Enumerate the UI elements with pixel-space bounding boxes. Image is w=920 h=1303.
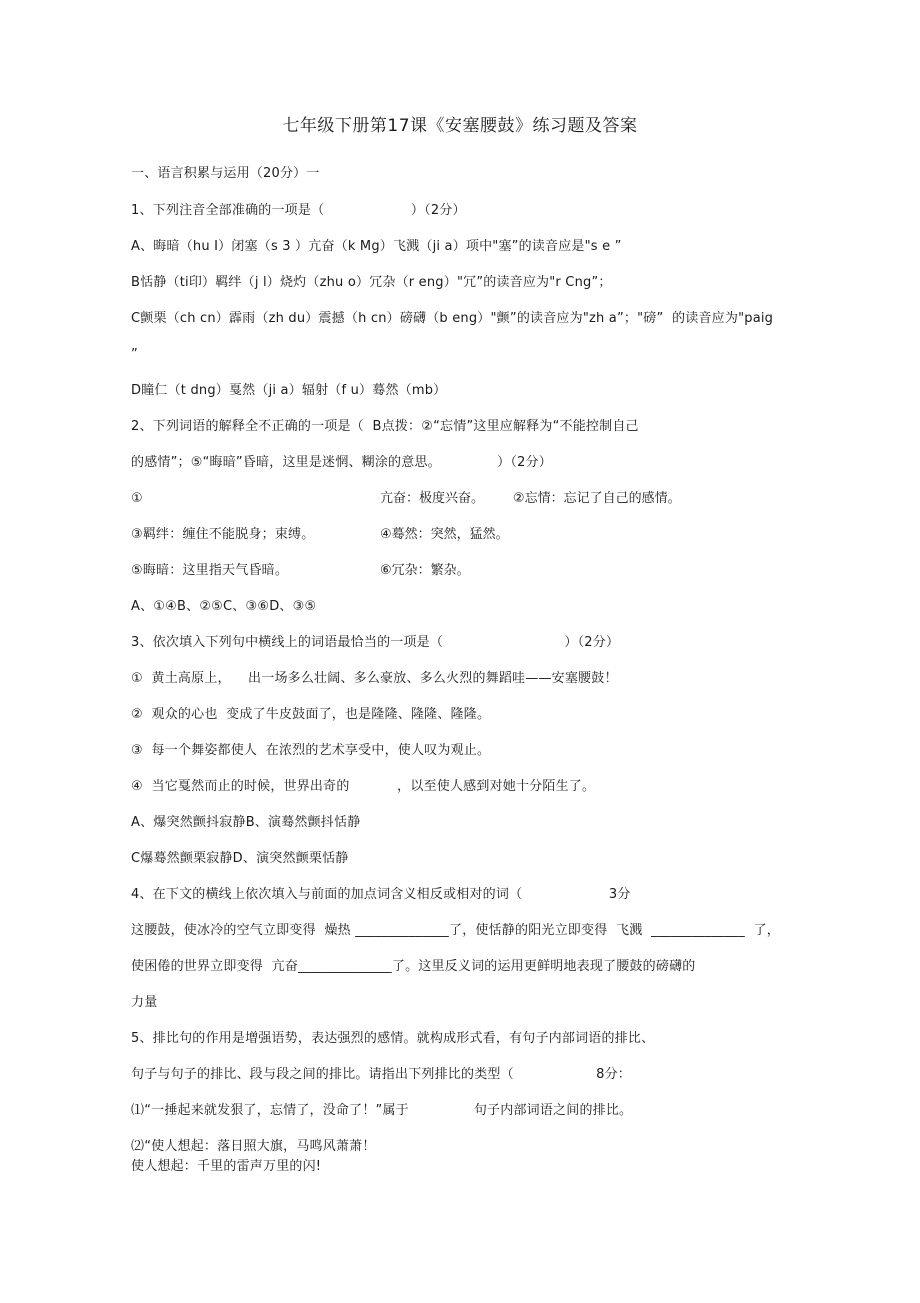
question-1-stem: 1、下列注音全部准确的一项是（ ）（2分） [131,203,466,218]
question-1-option-c-cont: ” [131,347,138,362]
question-3-options-cd: C爆蓦然颤栗寂静D、演突然颤栗恬静 [131,851,349,866]
question-5-part-1: ⑴“一捶起来就发狠了，忘情了，没命了！”属于 句子内部词语之间的排比。 [131,1103,633,1118]
question-1-option-d: D瞳仁（t dng）戛然（ji a）辐射（f u）蓦然（mb） [131,383,447,398]
question-1-option-c: C颤栗（ch cn）霹雨（zh du）震撼（h cn）磅礴（b eng）"颤”的读音应为"zh a”；"磅” 的读音应为"paig [131,311,774,326]
question-2-items-1-2: 亢奋：极度兴奋。 ②忘情：忘记了自己的感情。 [380,491,681,506]
question-5-part-2a: ⑵“使人想起：落日照大旗，马鸣风萧萧！ [131,1139,376,1154]
question-4-line-3: 力量 [131,995,158,1010]
question-3-stem: 3、依次填入下列句中横线上的词语最恰当的一项是（ ）（2分） [131,635,620,650]
question-1-option-b: B恬静（ti印）羁绊（j l）烧灼（zhu o）冗杂（r eng）"冗”的读音应为"r Cng”； [131,275,612,290]
question-4-stem: 4、在下文的横线上依次填入与前面的加点词含义相反或相对的词（ 3分 [131,887,631,902]
question-4-line-2: 使困倦的世界立即变得 亢奋______________了。这里反义词的运用更鲜明地表现了腰鼓的磅礴的 [131,959,696,974]
question-5-line-1: 5、排比句的作用是增强语势，表达强烈的感情。就构成形式看，有句子内部词语的排比、 [131,1031,655,1046]
section-heading: 一、语言积累与运用（20分）一 [131,166,320,181]
question-3-options-ab: A、爆突然颤抖寂静B、演蓦然颤抖恬静 [131,815,361,830]
question-2-stem-cont: 的感情”；⑤“晦暗”昏暗，这里是迷惘、糊涂的意思。 ）（2分） [131,455,552,470]
question-3-sentence-4: ④ 当它戛然而止的时候，世界出奇的 ，以至使人感到对她十分陌生了。 [131,779,596,794]
question-3-sentence-1: ① 黄土高原上， 出一场多么壮阔、多么豪放、多么火烈的舞蹈哇——安塞腰鼓！ [131,671,618,686]
question-5-line-2: 句子与句子的排比、段与段之间的排比。请指出下列排比的类型（ 8分： [131,1067,631,1082]
question-4-line-1: 这腰鼓，使冰冷的空气立即变得 燥热 ______________了，使恬静的阳光立即变得 飞溅 ______________ 了， [131,923,780,938]
question-2-stem: 2、下列词语的解释全不正确的一项是（ B点拨：②“忘情”这里应解释为“不能控制自己 [131,419,639,434]
question-2-item-5: ⑤晦暗：这里指天气昏暗。 [131,563,289,578]
question-1-option-a: A、晦暗（hu I）闭塞（s 3 ）亢奋（k Mg）飞溅（ji a）项中"塞”的读音应是"s e ” [131,239,622,254]
question-2-options: A、①④B、②⑤C、③⑥D、③⑤ [131,599,317,614]
question-2-item-1: ① [131,491,143,506]
question-5-part-2b: 使人想起：千里的雷声万里的闪! [131,1159,322,1174]
question-2-item-6: ⑥冗杂：繁杂。 [380,563,470,578]
question-2-item-3: ③羁绊：缠住不能脱身；束缚。 [131,527,315,542]
question-2-item-4: ④蓦然：突然，猛然。 [380,527,509,542]
page-title: 七年级下册第17课《安塞腰鼓》练习题及答案 [282,116,638,136]
question-3-sentence-2: ② 观众的心也 变成了牛皮鼓面了，也是隆隆、隆隆、隆隆。 [131,707,491,722]
question-3-sentence-3: ③ 每一个舞姿都使人 在浓烈的艺术享受中，使人叹为观止。 [131,743,491,758]
